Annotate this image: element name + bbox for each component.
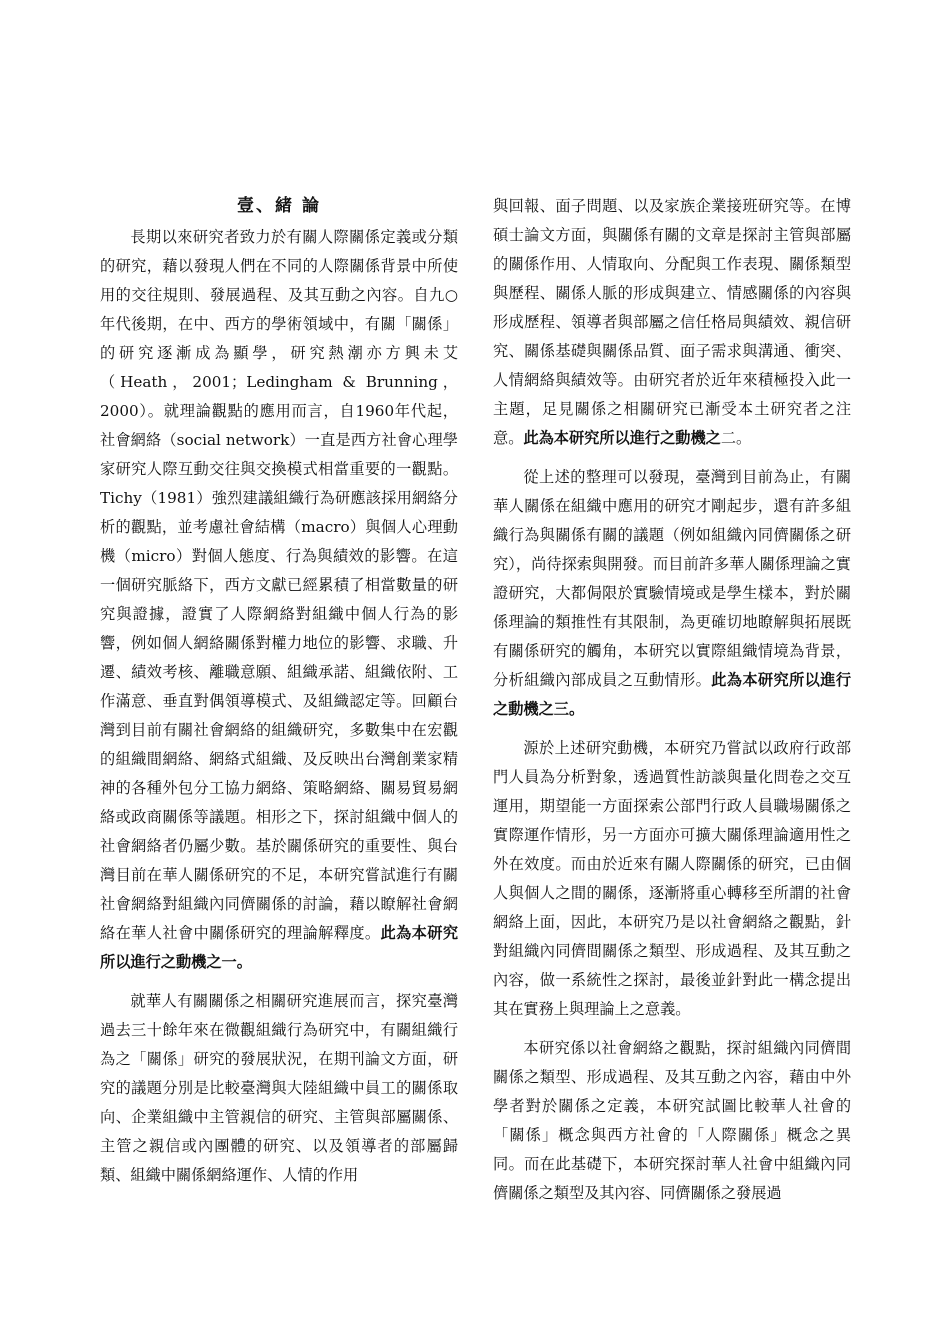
motivation-emphasis: 此為本研究所以進行之動機之 [523,429,721,447]
paragraph-text: 長期以來研究者致力於有關人際關係定義或分類的研究，藉以發現人們在不同的人際關係背景中所使用的交往規則、發展過程、及其互動之內容。自九○年代後期，在中、西方的學術領域中，有關「關係」的研究逐漸成為顯學，研究熱潮亦方興未艾（Heath，2001；Ledingham & Brunning，2000）。就理論觀點的應用而言，自1960年代起，社會網絡（social network）一直是西方社會心理學家研究人際互動交往與交換模式相當重要的一觀點。Tichy（1981）強烈建議組織行為研應該採用網絡分析的觀點，並考慮社會結構（macro）與個人心理動機（micro）對個人態度、行為與績效的影響。在這一個研究脈絡下，西方文獻已經累積了相當數量的研究與證據，證實了人際網絡對組織中個人行為的影響，例如個人網絡關係對權力地位的影響、求職、升遷、績效考核、離職意願、組織承諾、組織依附、工作滿意、垂直對偶領導模式、及組織認定等。回顧台灣到目前有關社會網絡的組織研究，多數集中在宏觀的組織間網絡、網絡式組織、及反映出台灣創業家精神的各種外包分工協力網絡、策略網絡、關易貿易網絡或政商關係等議題。相形之下，探討組織中個人的社會網絡者仍屬少數。基於關係研究的重要性、與台灣目前在華人關係研究的不足，本研究嘗試進行有關社會網絡對組織內同儕關係的討論，藉以瞭解社會網絡在華人社會中關係研究的理論解釋度。 [100,228,458,942]
paragraph-motivation-1 [100,223,458,977]
section-heading: 壹、緒 論 [237,196,321,216]
paragraph-tail: 二。 [720,429,752,447]
motivation-emphasis: 此為本研究所以進行之動機之一。 [100,924,459,971]
paragraph-text: 本研究係以社會網絡之觀點，探討組織內同儕間關係之類型、形成過程、及其互動之內容，藉由中外學者對於關係之定義，本研究試圖比較華人社會的「關係」概念與西方社會的「人際關係」概念之異同。而在此基礎下，本研究探討華人社會中組織內同儕關係之類型及其內容、同儕關係之發展過 [493,1039,851,1202]
paragraph-text: 與回報、面子問題、以及家族企業接班研究等。在博碩士論文方面，與關係有關的文章是探討主管與部屬的關係作用、人情取向、分配與工作表現、關係類型與歷程、關係人脈的形成與建立、情感關係的內容與形成歷程、領導者與部屬之信任格局與績效、親信研究、關係基礎與關係品質、面子需求與溝通、衝突、人情網絡與績效等。由研究者於近年來積極投入此一主題，足見關係之相關研究已漸受本土研究者之注意。 [493,197,851,447]
paragraph-research-purpose [493,1034,851,1208]
paragraph-motivation-2 [493,192,851,453]
paragraph-text: 就華人有關關係之相關研究進展而言，探究臺灣過去三十餘年來在微觀組織行為研究中，有關組織行為之「關係」研究的發展狀況，在期刊論文方面，研究的議題分別是比較臺灣與大陸組織中員工的關係取向、企業組織中主管親信的研究、主管與部屬關係、主管之親信或內團體的研究、以及領導者的部屬歸類、組織中關係網絡運作、人情的作用 [100,992,458,1184]
paragraph-motivation-3 [493,463,851,724]
motivation-emphasis: 此為本研究所以進行之動機之三。 [493,671,852,718]
right-column [493,192,851,1218]
paragraph-text: 源於上述研究動機，本研究乃嘗試以政府行政部門人員為分析對象，透過質性訪談與量化問卷之交互運用，期望能一方面探索公部門行政人員職場關係之實際運作情形，另一方面亦可擴大關係理論適用性之外在效度。而由於近來有關人際關係的研究，已由個人與個人之間的關係，逐漸將重心轉移至所謂的社會網絡上面，因此，本研究乃是以社會網絡之觀點，針對組織內同儕間關係之類型、形成過程、及其互動之內容，做一系統性之探討，最後並針對此一構念提出其在實務上與理論上之意義。 [493,739,851,1018]
paragraph-research-progress [100,987,458,1190]
paragraph-research-approach [493,734,851,1024]
paragraph-text: 從上述的整理可以發現，臺灣到目前為止，有關華人關係在組織中應用的研究才剛起步，還有許多組織行為與關係有關的議題（例如組織內同儕關係之研究），尚待探索與開發。而目前許多華人關係理論之實證研究，大都侷限於實驗情境或是學生樣本，對於關係理論的類推性有其限制，為更確切地瞭解與拓展既有關係研究的觸角，本研究以實際組織情境為背景，分析組織內部成員之互動情形。 [493,468,851,689]
left-column [100,192,458,1200]
